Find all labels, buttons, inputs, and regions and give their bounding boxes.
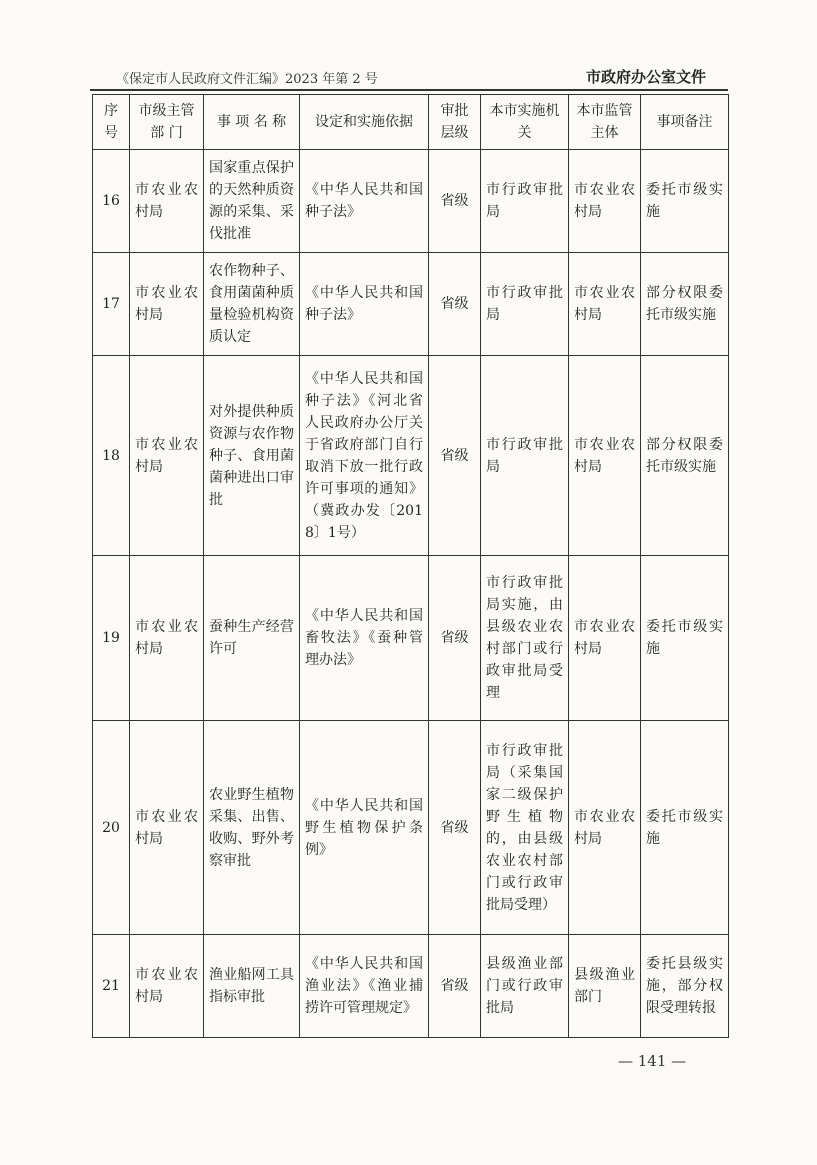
row-supervisor: 市农业农村局 [569, 150, 641, 253]
col-header-note: 事项备注 [641, 95, 729, 150]
document-series-title: 《保定市人民政府文件汇编》2023 年第 2 号 [116, 72, 378, 87]
row-no: 18 [93, 356, 130, 556]
header-divider [90, 89, 728, 91]
row-no: 20 [93, 721, 130, 935]
col-header-item: 事 项 名 称 [204, 95, 300, 150]
row-dept: 市农业农村局 [130, 253, 204, 356]
col-header-supervisor: 本市监管主体 [569, 95, 641, 150]
col-header-dept: 市级主管部 门 [130, 95, 204, 150]
approval-items-table [92, 94, 729, 1038]
row-level: 省级 [429, 556, 481, 721]
row-agency: 县级渔业部门或行政审批局 [481, 935, 569, 1038]
row-item: 农作物种子、食用菌菌种质量检验机构资质认定 [204, 253, 300, 356]
row-level: 省级 [429, 356, 481, 556]
row-item: 国家重点保护的天然种质资源的采集、采伐批准 [204, 150, 300, 253]
row-basis: 《中华人民共和国种子法》《河北省人民政府办公厅关于省政府部门自行取消下放一批行政许可事项的通知》（冀政办发〔2018〕1号） [300, 356, 429, 556]
col-header-agency: 本市实施机关 [481, 95, 569, 150]
row-no: 19 [93, 556, 130, 721]
row-level: 省级 [429, 150, 481, 253]
table-row [93, 356, 729, 556]
row-agency: 市行政审批局 [481, 356, 569, 556]
table-row [93, 253, 729, 356]
row-note: 委托县级实施，部分权限受理转报 [641, 935, 729, 1038]
row-supervisor: 市农业农村局 [569, 356, 641, 556]
row-agency: 市行政审批局 [481, 253, 569, 356]
table-row [93, 935, 729, 1038]
col-header-basis: 设定和实施依据 [300, 95, 429, 150]
row-agency: 市行政审批局 [481, 150, 569, 253]
row-basis: 《中华人民共和国种子法》 [300, 253, 429, 356]
col-header-level: 审批层级 [429, 95, 481, 150]
row-level: 省级 [429, 721, 481, 935]
row-no: 16 [93, 150, 130, 253]
row-level: 省级 [429, 253, 481, 356]
row-dept: 市农业农村局 [130, 556, 204, 721]
table-header-row [93, 95, 729, 150]
row-item: 蚕种生产经营许可 [204, 556, 300, 721]
row-no: 17 [93, 253, 130, 356]
table-row [93, 556, 729, 721]
row-dept: 市农业农村局 [130, 721, 204, 935]
row-supervisor: 市农业农村局 [569, 556, 641, 721]
row-agency: 市行政审批局实施，由县级农业农村部门或行政审批局受理 [481, 556, 569, 721]
row-supervisor: 市农业农村局 [569, 253, 641, 356]
row-no: 21 [93, 935, 130, 1038]
section-title: 市政府办公室文件 [586, 68, 707, 86]
row-note: 委托市级实施 [641, 150, 729, 253]
row-dept: 市农业农村局 [130, 150, 204, 253]
table-row [93, 721, 729, 935]
row-note: 委托市级实施 [641, 721, 729, 935]
row-basis: 《中华人民共和国畜牧法》《蚕种管理办法》 [300, 556, 429, 721]
row-supervisor: 市农业农村局 [569, 721, 641, 935]
row-basis: 《中华人民共和国种子法》 [300, 150, 429, 253]
row-item: 农业野生植物采集、出售、收购、野外考察审批 [204, 721, 300, 935]
row-supervisor: 县级渔业部门 [569, 935, 641, 1038]
row-item: 渔业船网工具指标审批 [204, 935, 300, 1038]
row-basis: 《中华人民共和国野生植物保护条例》 [300, 721, 429, 935]
table-row [93, 150, 729, 253]
row-note: 部分权限委托市级实施 [641, 356, 729, 556]
row-item: 对外提供种质资源与农作物种子、食用菌菌种进出口审批 [204, 356, 300, 556]
row-agency: 市行政审批局（采集国家二级保护野生植物的，由县级农业农村部门或行政审批局受理） [481, 721, 569, 935]
page-number: — 141 — [618, 1052, 687, 1070]
row-dept: 市农业农村局 [130, 935, 204, 1038]
row-level: 省级 [429, 935, 481, 1038]
row-basis: 《中华人民共和国渔业法》《渔业捕捞许可管理规定》 [300, 935, 429, 1038]
row-dept: 市农业农村局 [130, 356, 204, 556]
col-header-no: 序号 [93, 95, 130, 150]
row-note: 委托市级实施 [641, 556, 729, 721]
row-note: 部分权限委托市级实施 [641, 253, 729, 356]
